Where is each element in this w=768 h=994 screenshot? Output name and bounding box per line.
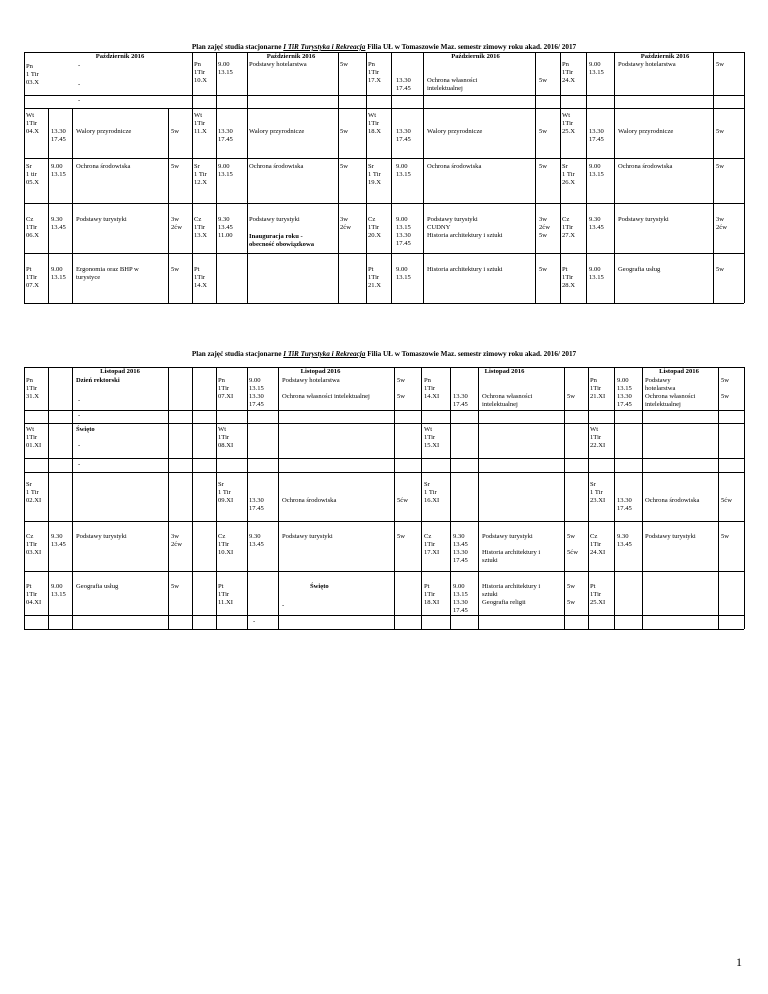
day-label: Sr 1 Tir 23.XI — [590, 481, 606, 504]
day-label: Pt 1Tir 28.X — [562, 266, 576, 289]
class-time: 9.00 13.15 — [51, 266, 66, 281]
day-label: Cz 1Tir 24.XI — [590, 533, 606, 556]
class-time: 9.30 13.45 11.00 — [218, 216, 233, 239]
class-time: 9.30 13.45 — [51, 216, 66, 231]
class-hours: 5w — [716, 128, 725, 135]
class-time: 13.30 17.45 — [249, 497, 264, 512]
class-time: 9.00 13.15 — [396, 163, 411, 178]
class-hours: 5w — [716, 61, 725, 68]
title-rest: Filia UŁ w Tomaszowie Maz. semestr zimowy roku akad. 2016/ 2017 — [367, 43, 577, 51]
day-label: Cz 1Tir 06.X — [26, 216, 40, 239]
holiday-label: Święto — [76, 426, 95, 433]
class-subject: Ochrona środowiska — [427, 163, 482, 170]
empty-marker: - — [78, 62, 81, 69]
month-header: Październik 2016 — [266, 53, 316, 60]
class-subject: Podstawy turystyki Historia architektury i sztuki — [482, 533, 541, 564]
class-subject: Podstawy turystyki — [282, 533, 333, 540]
month-header: Listopad 2016 — [300, 368, 341, 375]
class-hours: 5w 5w — [567, 583, 576, 606]
class-subject: Podstawy turystyki — [618, 216, 669, 223]
class-hours: 5w — [539, 77, 548, 84]
class-time: 9.00 13.15 — [589, 266, 604, 281]
empty-marker: - — [78, 442, 81, 449]
class-subject: Podstawy hotelarstwa Ochrona własności intelektualnej — [645, 377, 696, 408]
class-subject: Ochrona środowiska — [249, 163, 304, 170]
class-hours: 5w — [721, 533, 730, 540]
class-hours: 5w — [539, 128, 548, 135]
class-hours: 5w — [716, 266, 725, 273]
inauguration-note: Inauguracja roku - obecność obowiązkowa — [249, 233, 315, 248]
class-time: 9.00 13.15 — [218, 61, 233, 76]
day-label: Wt 1Tir 04.X — [26, 112, 40, 135]
class-subject: Ochrona środowiska — [76, 163, 131, 170]
class-time: 13.30 17.45 — [51, 128, 66, 143]
class-hours: 5w — [340, 128, 349, 135]
class-hours: 3w 2ćw — [340, 216, 351, 231]
class-hours: 3w 2ćw — [171, 533, 182, 548]
title-kierunek: I TiR Turystyka i Rekreacja — [283, 350, 366, 358]
month-header: Listopad 2016 — [659, 368, 699, 375]
class-subject: Historia architektury i sztuki — [427, 266, 503, 273]
class-hours: 3w 2ćw 5w — [539, 216, 550, 239]
day-label: Sr 1 Tir 26.X — [562, 163, 576, 186]
day-label: Pn 1Tir 17.X — [368, 61, 382, 84]
day-label: Sr 1 Tir 19.X — [368, 163, 382, 186]
day-label: Cz 1Tir 03.XI — [26, 533, 42, 556]
class-subject: Podstawy turystyki — [76, 216, 127, 223]
class-subject: Ochrona własności intelektualnej — [282, 393, 370, 400]
day-label: Pt 1Tir 21.X — [368, 266, 382, 289]
month-header: Listopad 2016 — [100, 368, 140, 375]
day-label: Sr 1 Tir 12.X — [194, 163, 208, 186]
class-hours: 3w 2ćw — [716, 216, 727, 231]
day-label: Wt 1Tir 15.XI — [424, 426, 440, 449]
schedule-title-2 — [0, 350, 768, 358]
empty-marker: - — [282, 602, 285, 609]
class-subject: Geografia usług — [76, 583, 119, 590]
class-time: 9.00 13.15 13.30 17.45 — [617, 377, 632, 408]
class-hours: 5w — [721, 377, 730, 384]
holiday-label: Dzień rektorski — [76, 377, 120, 384]
day-label: Pn 1Tir 24.X — [562, 61, 576, 84]
class-hours: 5w — [171, 583, 180, 590]
class-subject: Ergonomia oraz BHP w turystyce — [76, 266, 139, 281]
class-hours: 5w — [397, 533, 406, 540]
class-hours: 3w 2ćw — [171, 216, 182, 231]
day-label: Wt 1Tir 22.XI — [590, 426, 606, 449]
title-text: Plan zajęć studia stacjonarne — [191, 350, 282, 358]
day-label: Cz 1Tir 27.X — [562, 216, 576, 239]
day-label: Pn 1Tir 10.X — [194, 61, 208, 84]
class-subject: Ochrona środowiska — [282, 497, 337, 504]
day-label: Cz 1Tir 17.XI — [424, 533, 440, 556]
class-subject: Podstawy turystyki — [76, 533, 127, 540]
class-time: 13.30 17.45 — [453, 393, 468, 408]
schedule-title-1 — [0, 43, 768, 51]
class-hours: 5w — [171, 266, 180, 273]
day-label: Sr 1 Tir 02.XI — [26, 481, 42, 504]
day-label: Cz 1Tir 20.X — [368, 216, 382, 239]
day-label: Wt 1Tir 25.X — [562, 112, 576, 135]
month-header: Październik 2016 — [451, 53, 500, 60]
class-time: 9.00 13.15 — [589, 61, 604, 76]
day-label: Pt 1Tir 14.X — [194, 266, 208, 289]
title-kierunek: I TiR Turystyka i Rekreacja — [283, 43, 366, 51]
class-time: 13.30 17.45 — [396, 77, 411, 92]
day-label: Sr 1 Tir 09.XI — [218, 481, 234, 504]
class-subject: Ochrona własności intelektualnej — [482, 393, 533, 408]
class-time: 9.30 13.45 — [617, 533, 632, 548]
day-label: Pn 1Tir 14.XI — [424, 377, 440, 400]
class-time: 9.30 13.45 13.30 17.45 — [453, 533, 468, 564]
day-label: Cz 1Tir 10.XI — [218, 533, 234, 556]
empty-marker: - — [78, 397, 81, 404]
title-text: Plan zajęć studia stacjonarne — [191, 43, 282, 51]
class-time: 9.00 13.15 — [51, 163, 66, 178]
class-subject: Ochrona środowiska — [645, 497, 700, 504]
class-hours: 5w — [539, 163, 548, 170]
day-label: Cz 1Tir 13.X — [194, 216, 208, 239]
class-hours: 5ćw — [397, 497, 408, 504]
class-subject: Podstawy turystyki — [645, 533, 696, 540]
class-time: 13.30 17.45 — [617, 497, 632, 512]
class-time: 13.30 17.45 — [396, 128, 411, 143]
empty-marker: - — [78, 412, 81, 419]
holiday-label: Święto — [310, 583, 329, 590]
empty-marker: - — [78, 97, 81, 104]
class-subject: Geografia usług — [618, 266, 661, 273]
class-hours: 5w — [171, 163, 180, 170]
day-label: Pt 1Tir 18.XI — [424, 583, 440, 606]
class-hours: 5w 5ćw — [567, 533, 578, 556]
class-subject: Podstawy hotelarstwa — [282, 377, 340, 384]
class-time: 9.00 13.15 — [396, 266, 411, 281]
day-label: Wt 1Tir 08.XI — [218, 426, 234, 449]
month-header: Październik 2016 — [640, 53, 690, 60]
day-label: Pt 1Tir 07.X — [26, 266, 40, 289]
class-time: 9.30 13.45 — [249, 533, 264, 548]
class-subject: Podstawy turystyki CUDNY Historia architektury i sztuki — [427, 216, 503, 239]
class-hours: 5w — [340, 163, 349, 170]
day-label: Wt 1Tir 18.X — [368, 112, 382, 135]
class-hours: 5w — [397, 393, 406, 400]
day-label: Pt 1Tir 04.XI — [26, 583, 42, 606]
class-time: 9.00 13.15 13.30 17.45 — [396, 216, 411, 247]
month-header: Październik 2016 — [95, 53, 145, 60]
day-label: Sr 1 Tir 16.XI — [424, 481, 440, 504]
class-subject: Walory przyrodnicze — [427, 128, 483, 135]
day-label: Wt 1Tir 11.X — [194, 112, 207, 135]
class-time: 13.30 17.45 — [589, 128, 604, 143]
class-hours: 5w — [567, 393, 576, 400]
empty-marker: - — [78, 461, 81, 468]
class-hours: 5w — [721, 393, 730, 400]
class-time: 9.30 13.45 — [51, 533, 66, 548]
day-label: Pn 1 Tir 03.X — [26, 63, 40, 86]
class-time: 9.00 13.15 13.30 17.45 — [453, 583, 468, 614]
class-hours: 5w — [340, 61, 349, 68]
class-subject: Ochrona środowiska — [618, 163, 673, 170]
empty-marker: - — [253, 618, 256, 625]
class-subject: Walory przyrodnicze — [76, 128, 132, 135]
class-subject: Historia architektury i sztuki Geografia religii — [482, 583, 541, 606]
title-rest: Filia UŁ w Tomaszowie Maz. semestr zimowy roku akad. 2016/ 2017 — [367, 350, 577, 358]
day-label: Pn 1Tir 21.XI — [590, 377, 606, 400]
class-subject: Ochrona własności intelektualnej — [427, 77, 478, 92]
class-subject: Podstawy turystyki — [249, 216, 300, 223]
day-label: Pn 1Tir 31.X — [26, 377, 40, 400]
class-subject: Walory przyrodnicze — [618, 128, 674, 135]
page-number: 1 — [736, 955, 742, 969]
class-hours: 5w — [716, 163, 725, 170]
class-time: 9.30 13.45 — [589, 216, 604, 231]
class-time: 9.00 13.15 — [589, 163, 604, 178]
class-subject: Walory przyrodnicze — [249, 128, 305, 135]
class-hours: 5w — [397, 377, 406, 384]
day-label: Sr 1 tir 05.X — [26, 163, 40, 186]
class-time: 13.30 17.45 — [218, 128, 233, 143]
day-label: Pt 1Tir 11.XI — [218, 583, 233, 606]
class-hours: 5ćw — [721, 497, 732, 504]
class-subject: Podstawy hotelarstwa — [618, 61, 676, 68]
class-subject: Podstawy hotelarstwa — [249, 61, 307, 68]
class-time: 9.00 13.15 — [218, 163, 233, 178]
day-label: Wt 1Tir 01.XI — [26, 426, 42, 449]
month-header: Listopad 2016 — [484, 368, 525, 375]
class-time: 9.00 13.15 — [51, 583, 66, 598]
day-label: Pn 1Tir 07.XI — [218, 377, 234, 400]
empty-marker: - — [78, 81, 81, 88]
day-label: Pt 1Tir 25.XI — [590, 583, 606, 606]
class-hours: 5w — [171, 128, 180, 135]
class-hours: 5w — [539, 266, 548, 273]
class-time: 9.00 13.15 13.30 17.45 — [249, 377, 264, 408]
